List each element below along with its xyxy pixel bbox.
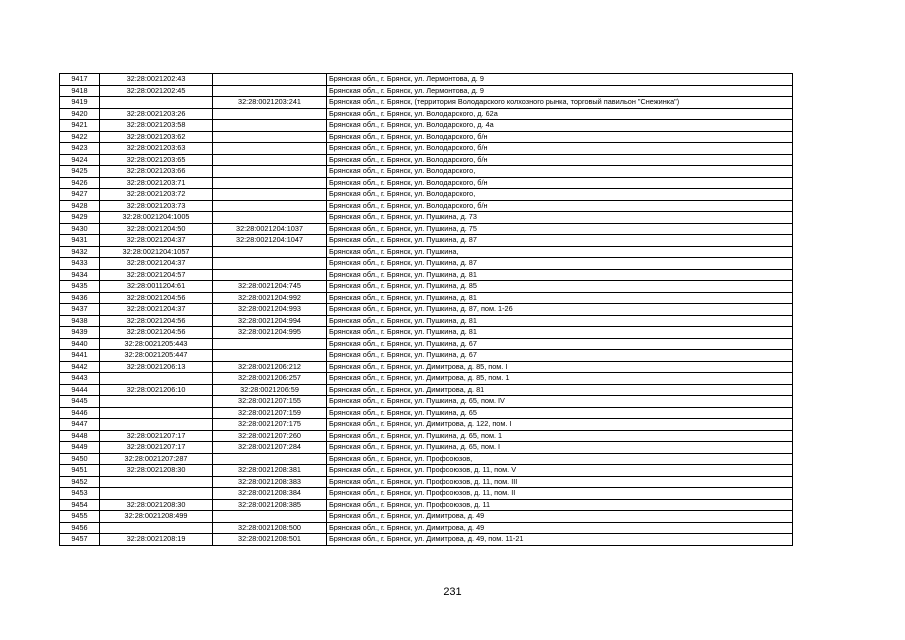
cadastral-number-cell: 32:28:0021208:30 xyxy=(100,465,213,477)
row-number-cell: 9456 xyxy=(60,522,100,534)
address-cell: Брянская обл., г. Брянск, ул. Володарского, б/н xyxy=(327,177,793,189)
cadastral-number-cell xyxy=(100,407,213,419)
building-cadastral-number-cell: 32:28:0021206:257 xyxy=(213,373,327,385)
table-row xyxy=(60,453,793,465)
cadastral-number-cell: 32:28:0021207:287 xyxy=(100,453,213,465)
cadastral-number-cell: 32:28:0021203:26 xyxy=(100,108,213,120)
building-cadastral-number-cell xyxy=(213,143,327,155)
row-number-cell: 9450 xyxy=(60,453,100,465)
address-cell: Брянская обл., г. Брянск, ул. Володарского, xyxy=(327,166,793,178)
row-number-cell: 9440 xyxy=(60,338,100,350)
row-number-cell: 9430 xyxy=(60,223,100,235)
building-cadastral-number-cell: 32:28:0021204:992 xyxy=(213,292,327,304)
page-number: 231 xyxy=(443,586,462,598)
table-row xyxy=(60,200,793,212)
table-row xyxy=(60,327,793,339)
building-cadastral-number-cell: 32:28:0021208:500 xyxy=(213,522,327,534)
address-cell: Брянская обл., г. Брянск, ул. Володарского, д. 62а xyxy=(327,108,793,120)
address-cell: Брянская обл., г. Брянск, ул. Пушкина, д. 81 xyxy=(327,292,793,304)
row-number-cell: 9420 xyxy=(60,108,100,120)
table-row xyxy=(60,430,793,442)
address-cell: Брянская обл., г. Брянск, ул. Пушкина, д. 87, пом. 1-26 xyxy=(327,304,793,316)
cadastral-number-cell: 32:28:0021204:37 xyxy=(100,235,213,247)
row-number-cell: 9427 xyxy=(60,189,100,201)
row-number-cell: 9435 xyxy=(60,281,100,293)
cadastral-number-cell: 32:28:0021204:56 xyxy=(100,315,213,327)
cadastral-number-cell xyxy=(100,488,213,500)
cadastral-number-cell: 32:28:0021207:17 xyxy=(100,430,213,442)
cadastral-number-cell: 32:28:0021202:43 xyxy=(100,74,213,86)
building-cadastral-number-cell xyxy=(213,511,327,523)
address-cell: Брянская обл., г. Брянск, ул. Димитрова, д. 85, пом. I xyxy=(327,361,793,373)
cadastral-number-cell: 32:28:0011204:61 xyxy=(100,281,213,293)
building-cadastral-number-cell xyxy=(213,85,327,97)
table-row xyxy=(60,407,793,419)
cadastral-number-cell xyxy=(100,396,213,408)
building-cadastral-number-cell xyxy=(213,166,327,178)
building-cadastral-number-cell: 32:28:0021206:59 xyxy=(213,384,327,396)
building-cadastral-number-cell: 32:28:0021204:745 xyxy=(213,281,327,293)
cadastral-number-cell: 32:28:0021206:10 xyxy=(100,384,213,396)
table-row xyxy=(60,465,793,477)
building-cadastral-number-cell xyxy=(213,154,327,166)
address-cell: Брянская обл., г. Брянск, ул. Профсоюзов, д. 11, пом. III xyxy=(327,476,793,488)
building-cadastral-number-cell xyxy=(213,108,327,120)
building-cadastral-number-cell: 32:28:0021204:994 xyxy=(213,315,327,327)
address-cell: Брянская обл., г. Брянск, ул. Димитрова, д. 49 xyxy=(327,511,793,523)
address-cell: Брянская обл., г. Брянск, ул. Пушкина, д. 65, пом. IV xyxy=(327,396,793,408)
row-number-cell: 9431 xyxy=(60,235,100,247)
row-number-cell: 9439 xyxy=(60,327,100,339)
table-row xyxy=(60,499,793,511)
cadastral-number-cell: 32:28:0021203:62 xyxy=(100,131,213,143)
table-row xyxy=(60,258,793,270)
address-cell: Брянская обл., г. Брянск, ул. Пушкина, д. 85 xyxy=(327,281,793,293)
address-cell: Брянская обл., г. Брянск, ул. Пушкина, д. 81 xyxy=(327,269,793,281)
address-cell: Брянская обл., г. Брянск, ул. Володарского, б/н xyxy=(327,200,793,212)
address-cell: Брянская обл., г. Брянск, ул. Володарского, б/н xyxy=(327,154,793,166)
row-number-cell: 9421 xyxy=(60,120,100,132)
row-number-cell: 9441 xyxy=(60,350,100,362)
row-number-cell: 9423 xyxy=(60,143,100,155)
cadastral-number-cell: 32:28:0021204:56 xyxy=(100,292,213,304)
address-cell: Брянская обл., г. Брянск, ул. Пушкина, д. 67 xyxy=(327,338,793,350)
building-cadastral-number-cell: 32:28:0021207:175 xyxy=(213,419,327,431)
building-cadastral-number-cell: 32:28:0021208:501 xyxy=(213,534,327,546)
table-row xyxy=(60,154,793,166)
building-cadastral-number-cell xyxy=(213,269,327,281)
address-cell: Брянская обл., г. Брянск, ул. Володарского, б/н xyxy=(327,143,793,155)
building-cadastral-number-cell: 32:28:0021204:1047 xyxy=(213,235,327,247)
building-cadastral-number-cell xyxy=(213,350,327,362)
table-row xyxy=(60,269,793,281)
cadastral-number-cell: 32:28:0021203:72 xyxy=(100,189,213,201)
row-number-cell: 9451 xyxy=(60,465,100,477)
building-cadastral-number-cell: 32:28:0021203:241 xyxy=(213,97,327,109)
table-row xyxy=(60,361,793,373)
address-cell: Брянская обл., г. Брянск, ул. Пушкина, д. 73 xyxy=(327,212,793,224)
table-row xyxy=(60,212,793,224)
table-row xyxy=(60,511,793,523)
row-number-cell: 9453 xyxy=(60,488,100,500)
building-cadastral-number-cell xyxy=(213,200,327,212)
address-cell: Брянская обл., г. Брянск, ул. Володарского, xyxy=(327,189,793,201)
address-cell: Брянская обл., г. Брянск, ул. Пушкина, д. 65 xyxy=(327,407,793,419)
cadastral-number-cell xyxy=(100,419,213,431)
cadastral-number-cell: 32:28:0021205:443 xyxy=(100,338,213,350)
address-cell: Брянская обл., г. Брянск, ул. Димитрова, д. 81 xyxy=(327,384,793,396)
table-row xyxy=(60,97,793,109)
building-cadastral-number-cell xyxy=(213,246,327,258)
building-cadastral-number-cell xyxy=(213,177,327,189)
address-cell: Брянская обл., г. Брянск, ул. Профсоюзов, д. 11, пом. II xyxy=(327,488,793,500)
cadastral-number-cell: 32:28:0021204:37 xyxy=(100,258,213,270)
table-row xyxy=(60,292,793,304)
building-cadastral-number-cell xyxy=(213,453,327,465)
registry-table-body xyxy=(60,74,793,546)
row-number-cell: 9446 xyxy=(60,407,100,419)
table-row xyxy=(60,488,793,500)
cadastral-number-cell xyxy=(100,522,213,534)
building-cadastral-number-cell xyxy=(213,74,327,86)
row-number-cell: 9436 xyxy=(60,292,100,304)
table-row xyxy=(60,384,793,396)
row-number-cell: 9433 xyxy=(60,258,100,270)
row-number-cell: 9457 xyxy=(60,534,100,546)
cadastral-number-cell: 32:28:0021206:13 xyxy=(100,361,213,373)
row-number-cell: 9454 xyxy=(60,499,100,511)
cadastral-number-cell xyxy=(100,373,213,385)
table-row xyxy=(60,373,793,385)
building-cadastral-number-cell: 32:28:0021207:159 xyxy=(213,407,327,419)
cadastral-number-cell: 32:28:0021208:30 xyxy=(100,499,213,511)
building-cadastral-number-cell: 32:28:0021208:385 xyxy=(213,499,327,511)
cadastral-number-cell: 32:28:0021203:71 xyxy=(100,177,213,189)
cadastral-number-cell: 32:28:0021203:66 xyxy=(100,166,213,178)
cadastral-number-cell: 32:28:0021204:50 xyxy=(100,223,213,235)
table-row xyxy=(60,246,793,258)
address-cell: Брянская обл., г. Брянск, ул. Профсоюзов, д. 11 xyxy=(327,499,793,511)
building-cadastral-number-cell xyxy=(213,338,327,350)
address-cell: Брянская обл., г. Брянск, (территория Володарского колхозного рынка, торговый павильон "Снежинка") xyxy=(327,97,793,109)
table-row xyxy=(60,166,793,178)
table-row xyxy=(60,396,793,408)
row-number-cell: 9448 xyxy=(60,430,100,442)
table-row xyxy=(60,304,793,316)
cadastral-number-cell: 32:28:0021203:58 xyxy=(100,120,213,132)
address-cell: Брянская обл., г. Брянск, ул. Пушкина, д. 81 xyxy=(327,327,793,339)
address-cell: Брянская обл., г. Брянск, ул. Пушкина, д. 87 xyxy=(327,235,793,247)
cadastral-number-cell xyxy=(100,97,213,109)
building-cadastral-number-cell: 32:28:0021204:993 xyxy=(213,304,327,316)
table-row xyxy=(60,85,793,97)
table-row xyxy=(60,74,793,86)
address-cell: Брянская обл., г. Брянск, ул. Пушкина, д. 87 xyxy=(327,258,793,270)
table-row xyxy=(60,442,793,454)
row-number-cell: 9429 xyxy=(60,212,100,224)
table-row xyxy=(60,120,793,132)
cadastral-number-cell: 32:28:0021203:65 xyxy=(100,154,213,166)
row-number-cell: 9437 xyxy=(60,304,100,316)
table-row xyxy=(60,143,793,155)
table-row xyxy=(60,350,793,362)
address-cell: Брянская обл., г. Брянск, ул. Димитрова, д. 49, пом. 11-21 xyxy=(327,534,793,546)
row-number-cell: 9418 xyxy=(60,85,100,97)
building-cadastral-number-cell xyxy=(213,131,327,143)
cadastral-number-cell xyxy=(100,476,213,488)
building-cadastral-number-cell: 32:28:0021204:1037 xyxy=(213,223,327,235)
row-number-cell: 9428 xyxy=(60,200,100,212)
table-row xyxy=(60,522,793,534)
table-row xyxy=(60,281,793,293)
table-row xyxy=(60,177,793,189)
row-number-cell: 9434 xyxy=(60,269,100,281)
cadastral-number-cell: 32:28:0021205:447 xyxy=(100,350,213,362)
row-number-cell: 9445 xyxy=(60,396,100,408)
address-cell: Брянская обл., г. Брянск, ул. Пушкина, д. 75 xyxy=(327,223,793,235)
building-cadastral-number-cell xyxy=(213,212,327,224)
row-number-cell: 9444 xyxy=(60,384,100,396)
cadastral-number-cell: 32:28:0021208:499 xyxy=(100,511,213,523)
table-row xyxy=(60,534,793,546)
cadastral-number-cell: 32:28:0021202:45 xyxy=(100,85,213,97)
cadastral-number-cell: 32:28:0021208:19 xyxy=(100,534,213,546)
address-cell: Брянская обл., г. Брянск, ул. Профсоюзов, д. 11, пом. V xyxy=(327,465,793,477)
row-number-cell: 9419 xyxy=(60,97,100,109)
cadastral-number-cell: 32:28:0021207:17 xyxy=(100,442,213,454)
table-row xyxy=(60,315,793,327)
address-cell: Брянская обл., г. Брянск, ул. Пушкина, д. 65, пом. 1 xyxy=(327,430,793,442)
address-cell: Брянская обл., г. Брянск, ул. Володарского, д. 4а xyxy=(327,120,793,132)
address-cell: Брянская обл., г. Брянск, ул. Димитрова, д. 122, пом. I xyxy=(327,419,793,431)
building-cadastral-number-cell: 32:28:0021208:381 xyxy=(213,465,327,477)
address-cell: Брянская обл., г. Брянск, ул. Пушкина, д. 81 xyxy=(327,315,793,327)
address-cell: Брянская обл., г. Брянск, ул. Лермонтова, д. 9 xyxy=(327,85,793,97)
table-row xyxy=(60,223,793,235)
building-cadastral-number-cell: 32:28:0021208:383 xyxy=(213,476,327,488)
table-row xyxy=(60,476,793,488)
row-number-cell: 9443 xyxy=(60,373,100,385)
building-cadastral-number-cell: 32:28:0021207:260 xyxy=(213,430,327,442)
address-cell: Брянская обл., г. Брянск, ул. Володарского, б/н xyxy=(327,131,793,143)
table-row xyxy=(60,338,793,350)
row-number-cell: 9449 xyxy=(60,442,100,454)
cadastral-number-cell: 32:28:0021204:57 xyxy=(100,269,213,281)
address-cell: Брянская обл., г. Брянск, ул. Лермонтова, д. 9 xyxy=(327,74,793,86)
table-row xyxy=(60,131,793,143)
table-row xyxy=(60,189,793,201)
cadastral-number-cell: 32:28:0021203:73 xyxy=(100,200,213,212)
row-number-cell: 9452 xyxy=(60,476,100,488)
row-number-cell: 9442 xyxy=(60,361,100,373)
address-cell: Брянская обл., г. Брянск, ул. Профсоюзов, xyxy=(327,453,793,465)
row-number-cell: 9432 xyxy=(60,246,100,258)
building-cadastral-number-cell: 32:28:0021207:155 xyxy=(213,396,327,408)
row-number-cell: 9417 xyxy=(60,74,100,86)
cadastral-number-cell: 32:28:0021203:63 xyxy=(100,143,213,155)
property-registry-table xyxy=(59,73,793,546)
table-row xyxy=(60,235,793,247)
address-cell: Брянская обл., г. Брянск, ул. Димитрова, д. 85, пом. 1 xyxy=(327,373,793,385)
cadastral-number-cell: 32:28:0021204:1005 xyxy=(100,212,213,224)
building-cadastral-number-cell: 32:28:0021208:384 xyxy=(213,488,327,500)
address-cell: Брянская обл., г. Брянск, ул. Пушкина, д. 67 xyxy=(327,350,793,362)
row-number-cell: 9447 xyxy=(60,419,100,431)
building-cadastral-number-cell: 32:28:0021207:284 xyxy=(213,442,327,454)
cadastral-number-cell: 32:28:0021204:1057 xyxy=(100,246,213,258)
building-cadastral-number-cell: 32:28:0021204:995 xyxy=(213,327,327,339)
address-cell: Брянская обл., г. Брянск, ул. Пушкина, д. 65, пом. I xyxy=(327,442,793,454)
row-number-cell: 9425 xyxy=(60,166,100,178)
table-row xyxy=(60,108,793,120)
address-cell: Брянская обл., г. Брянск, ул. Димитрова, д. 49 xyxy=(327,522,793,534)
cadastral-number-cell: 32:28:0021204:56 xyxy=(100,327,213,339)
row-number-cell: 9424 xyxy=(60,154,100,166)
cadastral-number-cell: 32:28:0021204:37 xyxy=(100,304,213,316)
row-number-cell: 9426 xyxy=(60,177,100,189)
building-cadastral-number-cell xyxy=(213,189,327,201)
address-cell: Брянская обл., г. Брянск, ул. Пушкина, xyxy=(327,246,793,258)
building-cadastral-number-cell xyxy=(213,120,327,132)
building-cadastral-number-cell xyxy=(213,258,327,270)
row-number-cell: 9438 xyxy=(60,315,100,327)
row-number-cell: 9455 xyxy=(60,511,100,523)
row-number-cell: 9422 xyxy=(60,131,100,143)
building-cadastral-number-cell: 32:28:0021206:212 xyxy=(213,361,327,373)
table-row xyxy=(60,419,793,431)
